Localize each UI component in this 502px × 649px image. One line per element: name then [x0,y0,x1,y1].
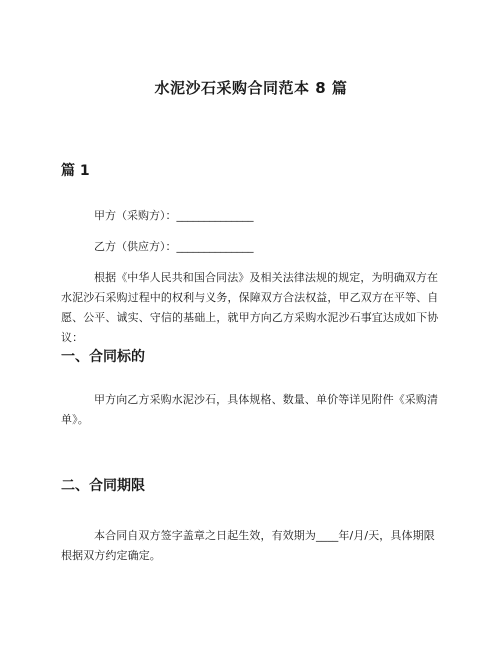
party-b-line: 乙方（供应方）：______________ [94,240,254,253]
section-heading-term: 二、合同期限 [61,478,145,494]
party-a-line: 甲方（采购方）：______________ [94,209,254,222]
part-heading: 篇 1 [61,163,90,179]
intro-paragraph: 根据《中华人民共和国合同法》及相关法律法规的规定，为明确双方在水泥沙石采购过程中的权利与义务，保障双方合法权益，甲乙双方在平等、自愿、公平、诚实、守信的基础上，就甲方向乙方采购水泥沙石事宜达成如下协议： [61,271,439,344]
section-body-term: 本合同自双方签字盖章之日起生效，有效期为____年/月/天，具体期限根据双方约定确定。 [61,529,435,562]
section-body-subject: 甲方向乙方采购水泥沙石，具体规格、数量、单价等详见附件《采购清单》。 [61,393,439,426]
section-heading-subject: 一、合同标的 [61,349,145,365]
document-title: 水泥沙石采购合同范本 8 篇 [154,79,348,97]
